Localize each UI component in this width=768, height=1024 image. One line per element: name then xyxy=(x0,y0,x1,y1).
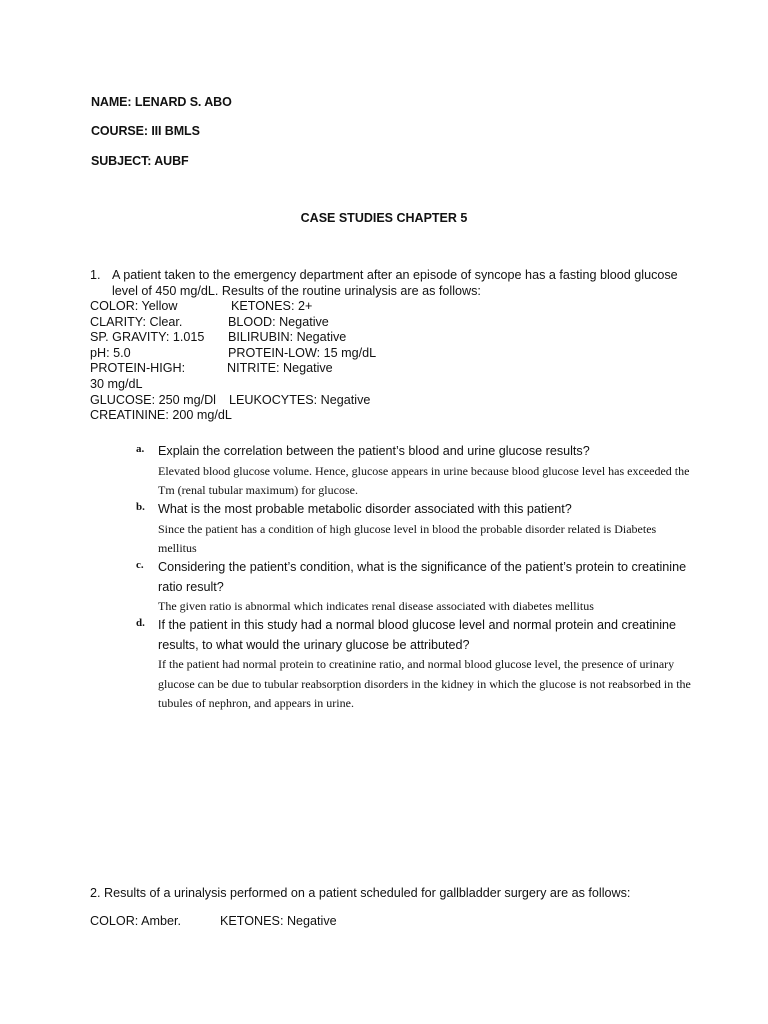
result-right: NITRITE: Negative xyxy=(227,361,333,375)
subquestion-letter: b. xyxy=(136,501,145,513)
subquestion-answer: If the patient had normal protein to creatinine ratio, and normal blood glucose level, the presence of urinary glucose can be due to tubular reabsorption disorders in the kidney in which the glucose is not reabsorbed in the tubules of nephron, and appears in urine. xyxy=(158,657,691,710)
subquestion-b xyxy=(136,500,696,559)
subquestion-letter: d. xyxy=(136,617,145,629)
result-right: BILIRUBIN: Negative xyxy=(228,330,347,344)
subquestion-d xyxy=(136,616,696,714)
result-left: CREATININE: 200 mg/dL xyxy=(90,408,232,422)
result-left: 30 mg/dL xyxy=(90,377,143,391)
result-right: KETONES: 2+ xyxy=(231,299,313,313)
subquestion-text: Considering the patient’s condition, what is the significance of the patient’s protein to creatinine ratio result? xyxy=(158,560,687,594)
course: COURSE: III BMLS xyxy=(91,124,200,138)
subquestion-a xyxy=(136,442,696,501)
result-left: COLOR: Amber. xyxy=(90,914,181,928)
result-right: BLOOD: Negative xyxy=(228,315,329,329)
result-left: COLOR: Yellow xyxy=(90,299,178,313)
result-row xyxy=(90,361,333,377)
result-row xyxy=(90,315,329,331)
subquestion-text: Explain the correlation between the patient’s blood and urine glucose results? xyxy=(158,444,590,458)
subquestion-text: What is the most probable metabolic disorder associated with this patient? xyxy=(158,502,572,516)
result-left: SP. GRAVITY: 1.015 xyxy=(90,330,205,344)
result-left: CLARITY: Clear. xyxy=(90,315,183,329)
result-right: PROTEIN-LOW: 15 mg/dL xyxy=(228,346,377,360)
result-row xyxy=(90,393,371,409)
question-1 xyxy=(90,268,690,299)
result-left: GLUCOSE: 250 mg/Dl xyxy=(90,393,216,407)
question-2: 2. Results of a urinalysis performed on a patient scheduled for gallbladder surgery are as follows: xyxy=(90,886,631,900)
question-number: 1. xyxy=(90,268,101,282)
result-right: LEUKOCYTES: Negative xyxy=(229,393,371,407)
result-left: pH: 5.0 xyxy=(90,346,131,360)
result-row xyxy=(90,408,232,424)
result-row xyxy=(90,914,337,928)
result-row xyxy=(90,299,313,315)
subject: SUBJECT: AUBF xyxy=(91,154,189,168)
document-title: CASE STUDIES CHAPTER 5 xyxy=(300,211,468,225)
subquestion-answer: Since the patient has a condition of high glucose level in blood the probable disorder related is Diabetes mellitus xyxy=(158,521,657,555)
result-left: PROTEIN-HIGH: xyxy=(90,361,186,375)
subquestion-text: If the patient in this study had a normal blood glucose level and normal protein and creatinine results, to what would the urinary glucose be attributed? xyxy=(158,618,677,652)
subquestion-answer: Elevated blood glucose volume. Hence, glucose appears in urine because blood glucose level has exceeded the Tm (renal tubular maximum) for glucose. xyxy=(158,463,690,497)
result-row xyxy=(90,377,143,393)
subquestion-answer: The given ratio is abnormal which indicates renal disease associated with diabetes mellitus xyxy=(158,599,594,613)
subquestion-c xyxy=(136,558,696,617)
subquestion-letter: a. xyxy=(136,443,145,455)
result-row xyxy=(90,330,347,346)
student-name: NAME: LENARD S. ABO xyxy=(91,95,232,109)
subquestion-letter: c. xyxy=(136,559,144,571)
result-right: KETONES: Negative xyxy=(220,914,337,928)
result-row xyxy=(90,346,377,362)
question-text: A patient taken to the emergency department after an episode of syncope has a fasting blood glucose level of 450 mg/dL. Results of the routine urinalysis are as follows: xyxy=(112,268,678,298)
